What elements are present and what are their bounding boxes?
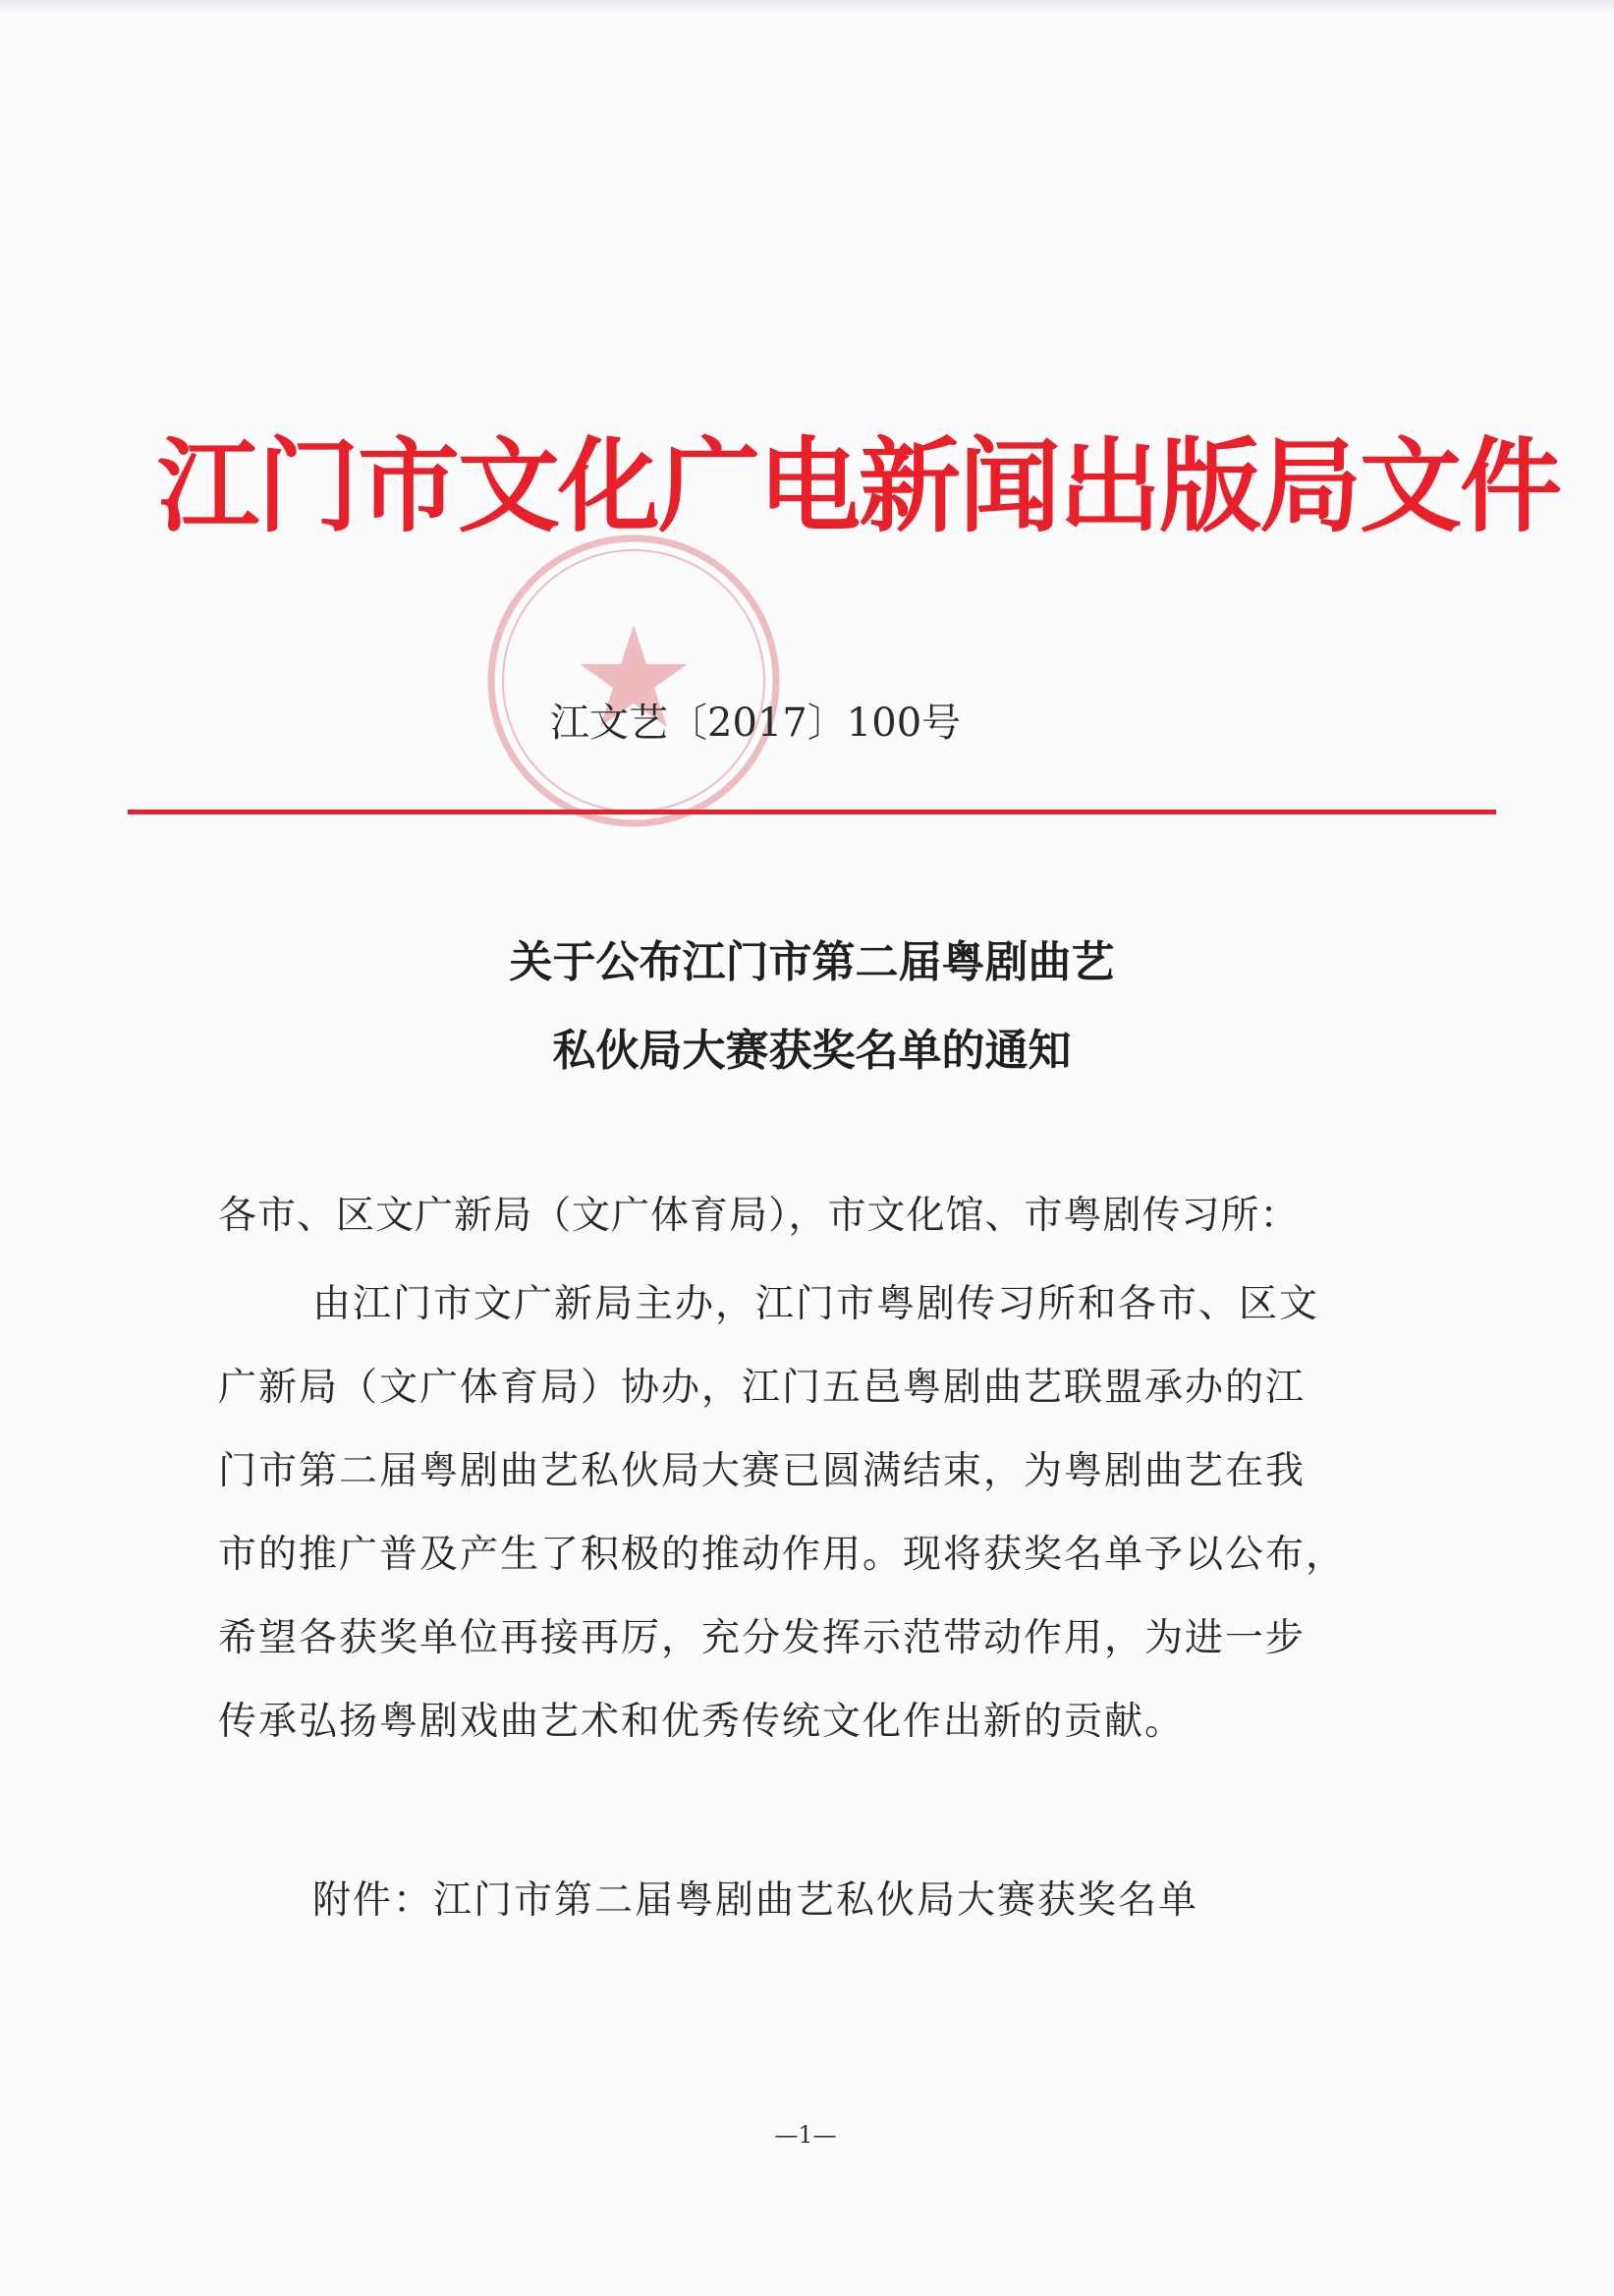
attachment-line: 附件：江门市第二届粤剧曲艺私伙局大赛获奖名单 — [312, 1878, 1199, 1923]
red-divider — [128, 810, 1496, 814]
body-line: 由江门市文广新局主办，江门市粤剧传习所和各市、区文 — [312, 1282, 1320, 1326]
scan-edge — [0, 0, 1614, 14]
notice-title-line-2: 私伙局大赛获奖名单的通知 — [552, 1026, 1072, 1076]
masthead-title: 江门市文化广电新闻出版局文件 — [157, 426, 1561, 546]
body-line: 广新局（文广体育局）协办，江门五邑粤剧曲艺联盟承办的江 — [218, 1366, 1307, 1410]
body-line: 门市第二届粤剧曲艺私伙局大赛已圆满结束，为粤剧曲艺在我 — [218, 1449, 1307, 1493]
document-number: 江文艺〔2017〕100号 — [550, 700, 962, 746]
body-line: 传承弘扬粤剧戏曲艺术和优秀传统文化作出新的贡献。 — [218, 1700, 1186, 1744]
body-line: 市的推广普及产生了积极的推动作用。现将获奖名单予以公布， — [218, 1533, 1347, 1577]
notice-title-line-1: 关于公布江门市第二届粤剧曲艺 — [509, 937, 1115, 987]
page-number: —1— — [774, 2121, 837, 2149]
salutation: 各市、区文广新局（文广体育局），市文化馆、市粤剧传习所： — [218, 1194, 1300, 1238]
body-line: 希望各获奖单位再接再厉，充分发挥示范带动作用，为进一步 — [218, 1616, 1307, 1660]
star-seal-icon — [476, 529, 791, 833]
